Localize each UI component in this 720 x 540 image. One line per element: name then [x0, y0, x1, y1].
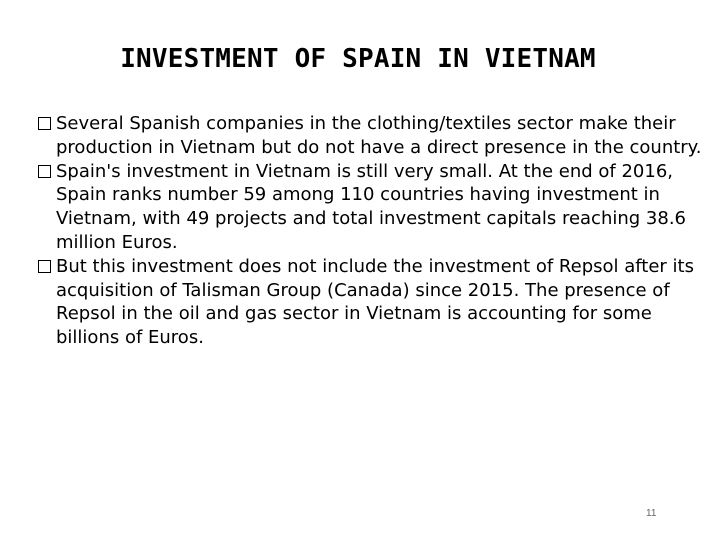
bullet-list: [38, 112, 702, 350]
bullet-text: Spain's investment in Vietnam is still very small. At the end of 2016, Spain ranks number 59 among 110 countries having investment in Vietnam, with 49 projects and total investment capitals reaching 38.6 million Euros.: [56, 160, 686, 253]
bullet-item: [38, 160, 702, 255]
bullet-item: [38, 255, 702, 350]
bullet-text: But this investment does not include the investment of Repsol after its acquisition of Talisman Group (Canada) since 2015. The presence of Repsol in the oil and gas sector in Vietnam is accounting for some billions of Euros.: [56, 255, 694, 349]
slide-title: INVESTMENT OF SPAIN IN VIETNAM: [120, 44, 596, 74]
square-bullet-icon: [38, 260, 51, 273]
square-bullet-icon: [38, 165, 51, 178]
bullet-item: [38, 112, 702, 160]
square-bullet-icon: [38, 117, 51, 130]
bullet-text: Several Spanish companies in the clothing/textiles sector make their production in Vietnam but do not have a direct presence in the country.: [56, 113, 702, 158]
page-number: 11: [646, 508, 657, 519]
